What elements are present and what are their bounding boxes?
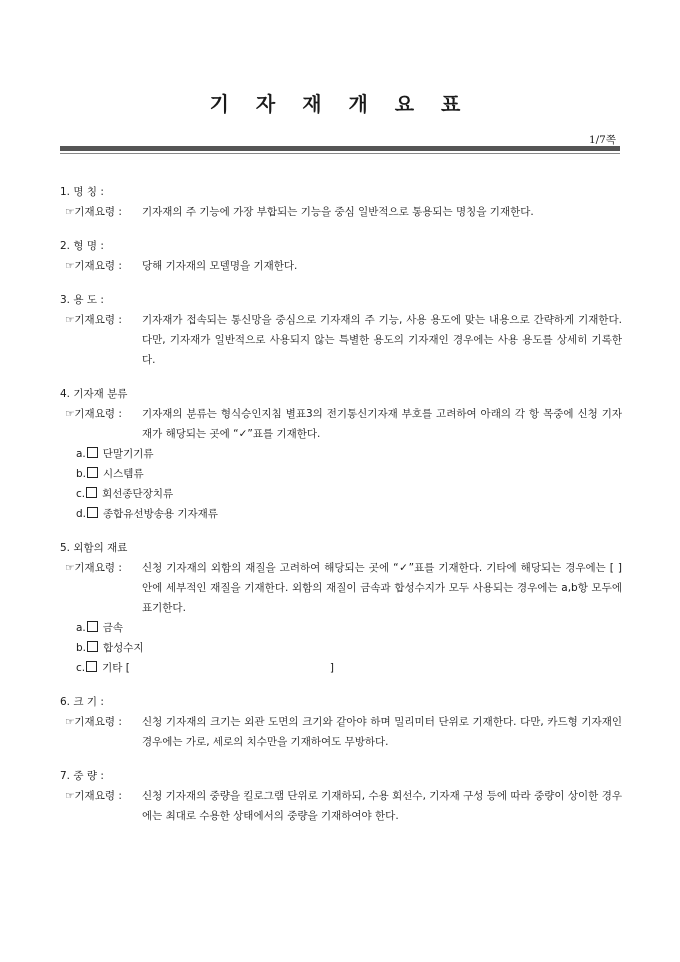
option-letter: c.	[76, 488, 86, 500]
option-metal	[60, 618, 622, 638]
section-heading: 3. 용 도 :	[60, 294, 104, 306]
document-body	[60, 182, 622, 840]
guideline	[60, 786, 622, 826]
section-purpose	[60, 290, 622, 370]
guideline-label: ☞기재요령 :	[65, 790, 122, 802]
bracket-close: ]	[329, 662, 334, 674]
checkbox[interactable]	[86, 661, 97, 672]
option-other	[60, 658, 622, 678]
option-label: 합성수지	[103, 642, 144, 654]
guideline-text: 당해 기자재의 모델명을 기재한다.	[142, 260, 298, 272]
guideline-label: ☞기재요령 :	[65, 562, 122, 574]
option-label: 종합유선방송용 기자재류	[103, 508, 218, 520]
guideline-label: ☞기재요령 :	[65, 408, 122, 420]
guideline	[60, 404, 622, 444]
option-label: 시스템류	[103, 468, 144, 480]
page-number: 1/7쪽	[588, 134, 616, 146]
section-heading: 6. 크 기 :	[60, 696, 104, 708]
section-heading: 5. 외함의 재료	[60, 542, 128, 554]
section-classification	[60, 384, 622, 524]
guideline-text: 기자재의 주 기능에 가장 부합되는 기능을 중심 일반적으로 통용되는 명칭을 기재한다.	[142, 206, 534, 218]
guideline-text: 신청 기자재의 중량을 킬로그램 단위로 기재하되, 수용 회선수, 기자재 구성 등에 따라 중량이 상이한 경우에는 최대로 수용한 상태에서의 중량을 기재하여야 한다.	[142, 790, 622, 822]
option-letter: c.	[76, 662, 86, 674]
option-cable-broadcast	[60, 504, 622, 524]
checkbox[interactable]	[87, 447, 98, 458]
option-letter: b.	[76, 468, 87, 480]
checkbox[interactable]	[87, 621, 98, 632]
checkbox[interactable]	[87, 641, 98, 652]
option-letter: a.	[76, 622, 86, 634]
option-system	[60, 464, 622, 484]
section-heading: 4. 기자재 분류	[60, 388, 128, 400]
option-synthetic-resin	[60, 638, 622, 658]
document-title: 기 자 재 개 요 표	[209, 92, 471, 116]
guideline	[60, 202, 622, 222]
section-name	[60, 182, 622, 222]
option-letter: a.	[76, 448, 86, 460]
option-label: 단말기기류	[102, 448, 154, 460]
checkbox[interactable]	[87, 467, 98, 478]
section-heading: 1. 명 칭 :	[60, 186, 104, 198]
guideline-label: ☞기재요령 :	[65, 260, 122, 272]
section-size	[60, 692, 622, 752]
section-heading: 2. 형 명 :	[60, 240, 104, 252]
guideline-text: 신청 기자재의 크기는 외관 도면의 크기와 같아야 하며 밀리미터 단위로 기재한다. 다만, 카드형 기자재인 경우에는 가로, 세로의 치수만을 기재하여도 무방하다.	[142, 716, 622, 748]
option-line-termination	[60, 484, 622, 504]
guideline-text: 신청 기자재의 외함의 재질을 고려하여 해당되는 곳에 “✓”표를 기재한다. 기타에 해당되는 경우에는 [ ]안에 세부적인 재질을 기재한다. 외함의 재질이 금속과 합성수지가 모두 사용되는 경우에는 a,b항 모두에 표기한다.	[142, 562, 622, 614]
option-terminal	[60, 444, 622, 464]
guideline-label: ☞기재요령 :	[65, 314, 122, 326]
guideline	[60, 712, 622, 752]
header-rule	[60, 146, 620, 151]
option-label: 기타 [	[102, 662, 130, 674]
guideline-label: ☞기재요령 :	[65, 206, 122, 218]
option-letter: b.	[76, 642, 87, 654]
header-rule-thin	[60, 153, 620, 154]
guideline	[60, 558, 622, 618]
guideline-text: 기자재가 접속되는 통신망을 중심으로 기자재의 주 기능, 사용 용도에 맞는 내용으로 간략하게 기재한다. 다만, 기자재가 일반적으로 사용되지 않는 특별한 용도의 기자재인 경우에는 사용 용도를 상세히 기록한다.	[142, 314, 622, 366]
guideline	[60, 310, 622, 370]
guideline	[60, 256, 622, 276]
guideline-text: 기자재의 분류는 형식승인지침 별표3의 전기통신기자재 부호를 고려하여 아래의 각 항 목중에 신청 기자재가 해당되는 곳에 “✓”표를 기재한다.	[142, 408, 622, 440]
guideline-label: ☞기재요령 :	[65, 716, 122, 728]
section-enclosure-material	[60, 538, 622, 678]
section-weight	[60, 766, 622, 826]
option-label: 금속	[102, 622, 124, 634]
option-label: 회선종단장치류	[102, 488, 174, 500]
checkbox[interactable]	[86, 487, 97, 498]
section-heading: 7. 중 량 :	[60, 770, 104, 782]
section-model	[60, 236, 622, 276]
checkbox[interactable]	[87, 507, 98, 518]
option-letter: d.	[76, 508, 87, 520]
